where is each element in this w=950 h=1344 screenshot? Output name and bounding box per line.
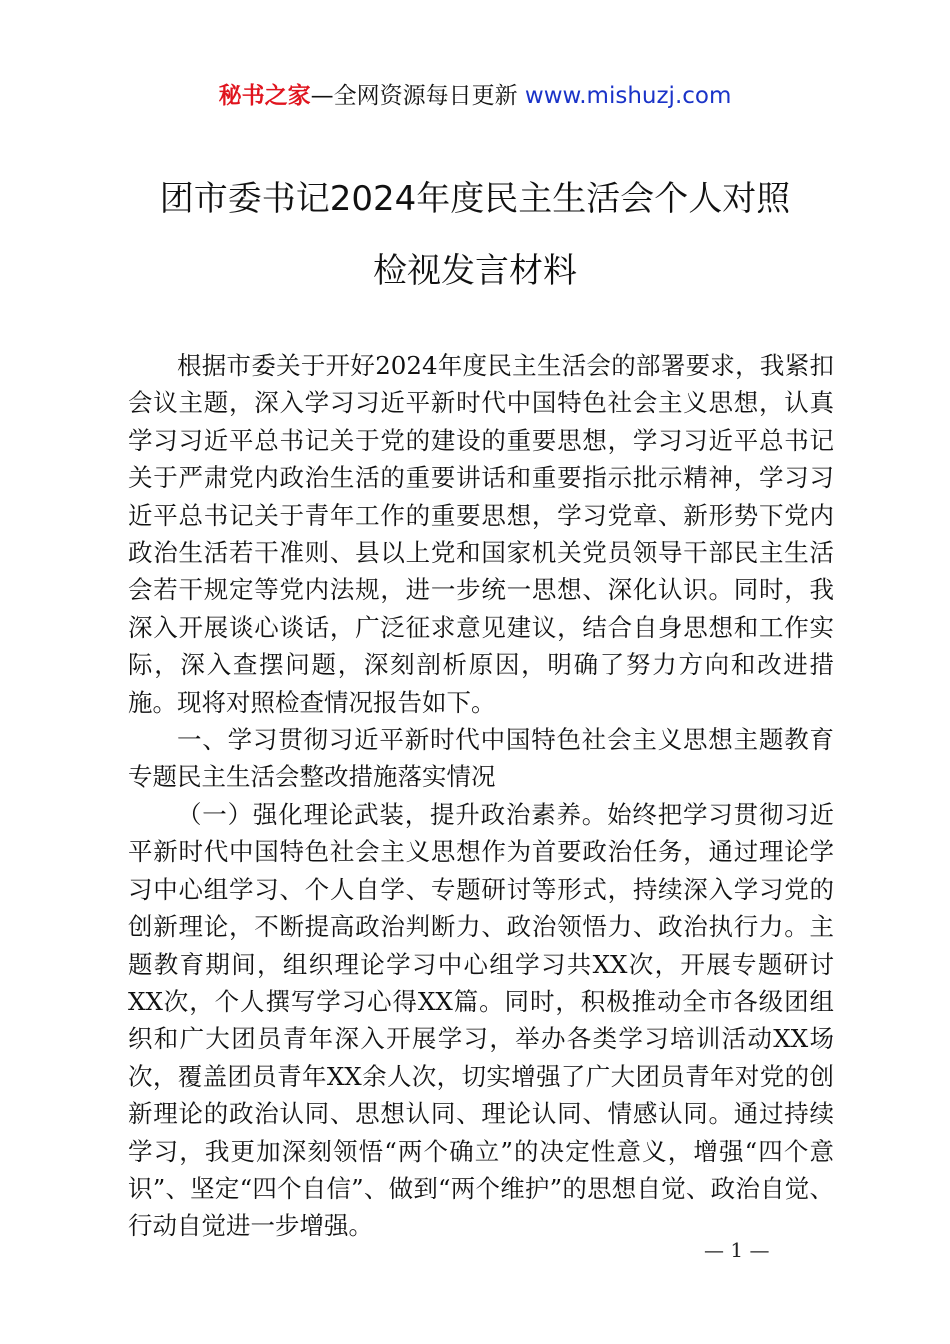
page-number: — 1 — xyxy=(704,1238,770,1262)
document-title-line-2: 检视发言材料 xyxy=(373,251,577,291)
body-paragraph-subsection-1: （一）强化理论武装，提升政治素养。始终把学习贯彻习近平新时代中国特色社会主义思想作为首要政治任务，通过理论学习中心组学习、个人自学、专题研讨等形式，持续深入学习党的创新理论，不断提高政治判断力、政治领悟力、政治执行力。主题教育期间，组织理论学习中心组学习共XX次，开展专题研讨XX次，个人撰写学习心得XX篇。同时，积极推动全市各级团组织和广大团员青年深入开展学习，举办各类学习培训活动XX场次，覆盖团员青年XX余人次，切实增强了广大团员青年对党的创新理论的政治认同、思想认同、理论认同、情感认同。通过持续学习，我更加深刻领悟“两个确立”的决定性意义，增强“四个意识”、坚定“四个自信”、做到“两个维护”的思想自觉、政治自觉、行动自觉进一步增强。 xyxy=(128,799,834,1241)
site-header xyxy=(0,80,950,112)
document-body xyxy=(128,347,834,1245)
document-title-line-1: 团市委书记2024年度民主生活会个人对照 xyxy=(159,179,791,219)
body-paragraph-intro: 根据市委关于开好2024年度民主生活会的部署要求，我紧扣会议主题，深入学习习近平新时代中国特色社会主义思想，认真学习习近平总书记关于党的建设的重要思想，学习习近平总书记关于严肃党内政治生活的重要讲话和重要指示批示精神，学习习近平总书记关于青年工作的重要思想，学习党章、新形势下党内政治生活若干准则、县以上党和国家机关党员领导干部民主生活会若干规定等党内法规，进一步统一思想、深化认识。同时，我深入开展谈心谈话，广泛征求意见建议，结合自身思想和工作实际，深入查摆问题，深刻剖析原因，明确了努力方向和改进措施。现将对照检查情况报告如下。 xyxy=(128,351,834,717)
site-brand: 秘书之家 xyxy=(218,83,311,109)
site-url-link[interactable]: www.mishuzj.com xyxy=(524,83,732,109)
site-slogan: —全网资源每日更新 xyxy=(310,83,525,109)
document-title xyxy=(0,163,950,307)
section-heading-1: 一、学习贯彻习近平新时代中国特色社会主义思想主题教育专题民主生活会整改措施落实情况 xyxy=(128,725,834,792)
